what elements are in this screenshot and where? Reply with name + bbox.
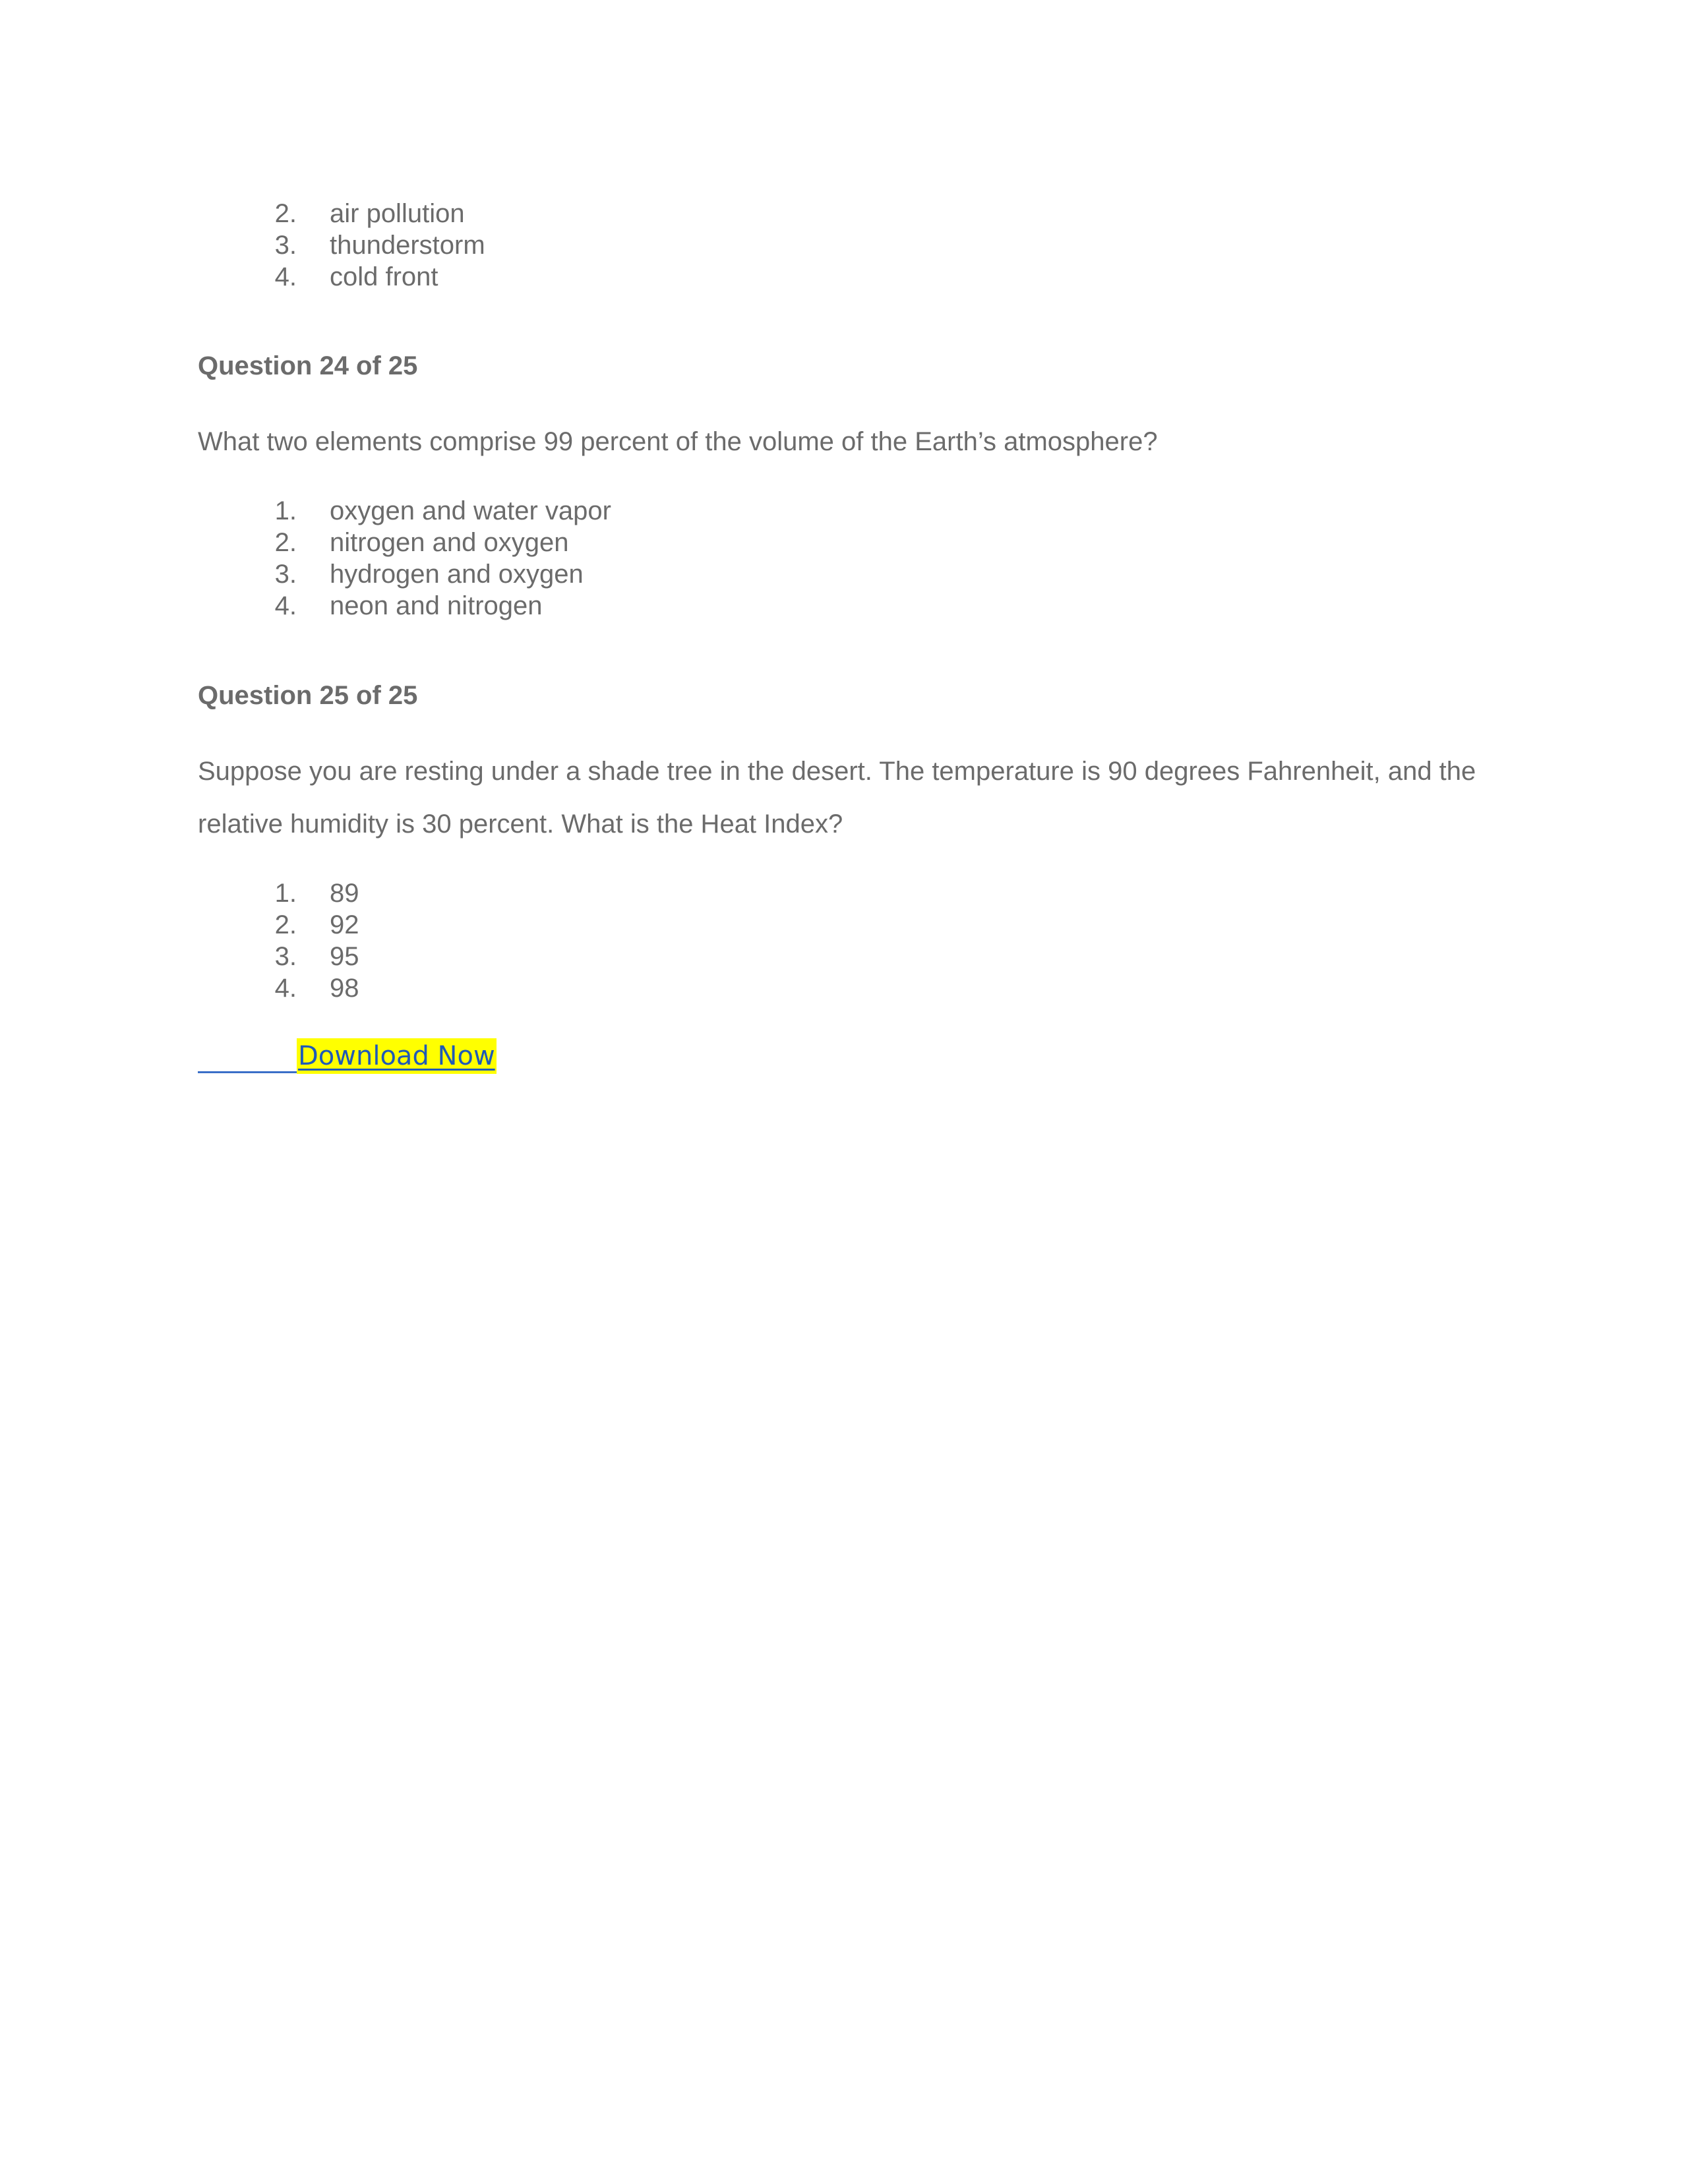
option-number: 2. [274,910,297,939]
question-25-text: Suppose you are resting under a shade tree in the desert. The temperature is 90 degrees Fahrenheit, and the relative humidity is 30 percent. What is the Heat Index? [198,757,1476,839]
option-number: 3. [274,942,297,971]
option-number: 1. [274,879,297,908]
question-25-heading: Question 25 of 25 [198,681,418,710]
prev-question-options [245,198,485,293]
option-text: 95 [330,942,359,971]
option-item [245,229,485,261]
option-text: 89 [330,879,359,908]
option-item [245,527,611,558]
option-text: 92 [330,910,359,939]
option-text: oxygen and water vapor [330,496,611,525]
option-number: 4. [274,974,297,1003]
option-number: 4. [274,262,297,291]
option-text: 98 [330,974,359,1003]
option-item [245,972,359,1004]
link-underline-rule [198,1071,298,1073]
option-item [245,909,359,941]
option-text: air pollution [330,199,465,228]
option-text: hydrogen and oxygen [330,560,584,589]
question-25-options [245,877,359,1004]
option-number: 1. [274,496,297,525]
option-item [245,261,485,293]
question-24-text: What two elements comprise 99 percent of the volume of the Earth’s atmosphere? [198,427,1158,456]
option-text: cold front [330,262,438,291]
option-number: 3. [274,231,297,260]
option-number: 2. [274,528,297,557]
option-number: 2. [274,199,297,228]
option-text: neon and nitrogen [330,591,543,620]
download-row [198,1038,495,1078]
question-24-heading: Question 24 of 25 [198,351,418,380]
option-text: thunderstorm [330,231,485,260]
option-item [245,877,359,909]
option-item [245,941,359,972]
question-24-options [245,495,611,622]
download-now-link[interactable]: Download Now [297,1038,497,1074]
option-item [245,590,611,622]
option-text: nitrogen and oxygen [330,528,569,557]
option-item [245,558,611,590]
option-number: 3. [274,560,297,589]
option-number: 4. [274,591,297,620]
option-item [245,198,485,229]
option-item [245,495,611,527]
